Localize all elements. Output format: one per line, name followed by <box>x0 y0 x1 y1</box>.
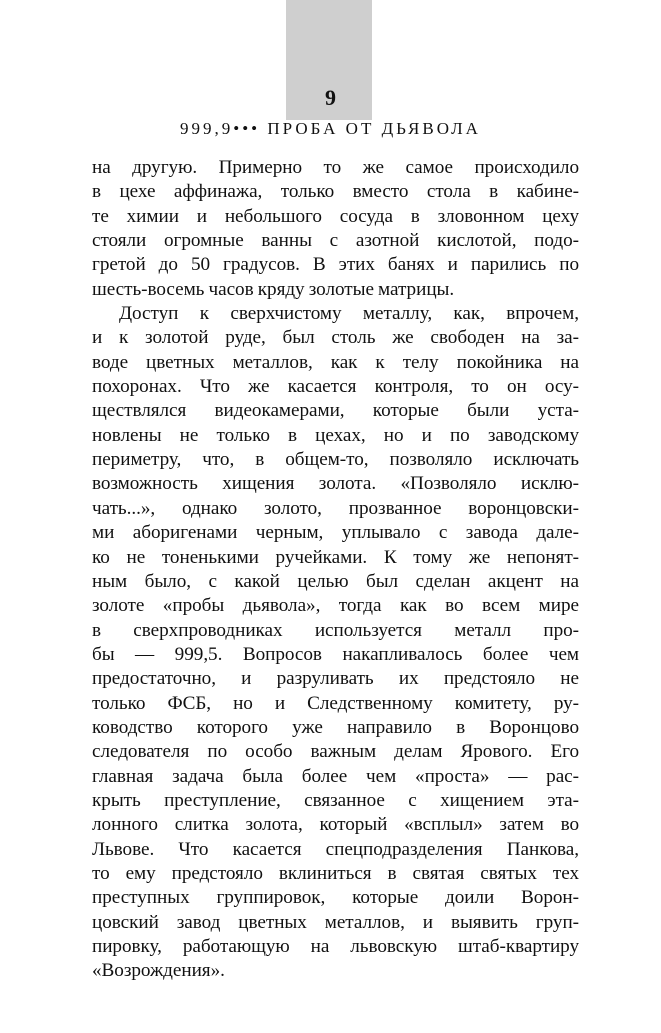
text-line: Доступ к сверхчистому металлу, как, впрочем, <box>119 303 579 325</box>
text-line: преступных группировок, которые доили Ворон- <box>92 887 579 909</box>
text-line: крыть преступление, связанное с хищением эта- <box>92 789 579 811</box>
page-number: 9 <box>325 85 336 110</box>
text-line: лонного слитка золота, который «всплыл» затем во <box>92 814 579 836</box>
text-line: ководство которого уже направило в Воронцово <box>92 716 579 738</box>
text-line: новлены не только в цехах, но и по заводскому <box>92 424 579 446</box>
text-line: предостаточно, и разруливать их предстояло не <box>92 668 579 690</box>
text-line: шесть-восемь часов кряду золотые матрицы. <box>92 278 455 300</box>
text-line: воде цветных металлов, как к телу покойника на <box>92 351 579 373</box>
text-line: ми аборигенами черным, уплывало с завода дале- <box>92 522 579 544</box>
text-line: периметру, что, в общем-то, позволяло исключать <box>92 449 579 471</box>
text-line: в сверхпроводниках используется металл про- <box>92 619 579 641</box>
text-line: гретой до 50 градусов. В этих банях и парились по <box>92 254 579 276</box>
text-line: главная задача была более чем «проста» — рас- <box>92 765 579 787</box>
text-line: и к золотой руде, был столь же свободен на за- <box>92 327 579 349</box>
text-line: пировку, работающую на львовскую штаб-квартиру <box>92 936 579 957</box>
text-line: стояли огромные ванны с азотной кислотой, подо- <box>92 230 579 252</box>
text-line: на другую. Примерно то же самое происходило <box>92 157 579 178</box>
body-text <box>92 156 579 984</box>
text-line: то ему предстояло вклиниться в святая святых тех <box>92 862 579 884</box>
text-line: следователя по особо важным делам Ярового. Его <box>92 741 579 763</box>
text-line: «Возрождения». <box>92 960 225 982</box>
text-line: те химии и небольшого сосуда в зловонном цеху <box>92 205 579 227</box>
text-line: Львове. Что касается спецподразделения Панкова, <box>92 838 579 860</box>
text-line: только ФСБ, но и Следственному комитету, ру- <box>92 692 579 714</box>
text-line: золоте «пробы дьявола», тогда как во всем мире <box>92 595 579 617</box>
text-line: похоронах. Что же касается контроля, то он осу- <box>92 376 579 398</box>
text-line: в цехе аффинажа, только вместо стола в кабине- <box>92 181 579 203</box>
text-line: возможность хищения золота. «Позволяло исклю- <box>92 473 579 495</box>
text-line: ным было, с какой целью был сделан акцент на <box>92 570 579 592</box>
text-line: ществлялся видеокамерами, которые были уста- <box>92 400 579 422</box>
text-line: бы — 999,5. Вопросов накапливалось более чем <box>92 643 579 665</box>
text-line: цовский завод цветных металлов, и выявить груп- <box>92 911 579 933</box>
text-line: ко не тоненькими ручейками. К тому же непонят- <box>92 546 579 568</box>
text-line: чать...», однако золото, прозванное воронцовски- <box>92 497 579 519</box>
running-header: 999,9••• ПРОБА ОТ ДЬЯВОЛА <box>180 119 481 138</box>
